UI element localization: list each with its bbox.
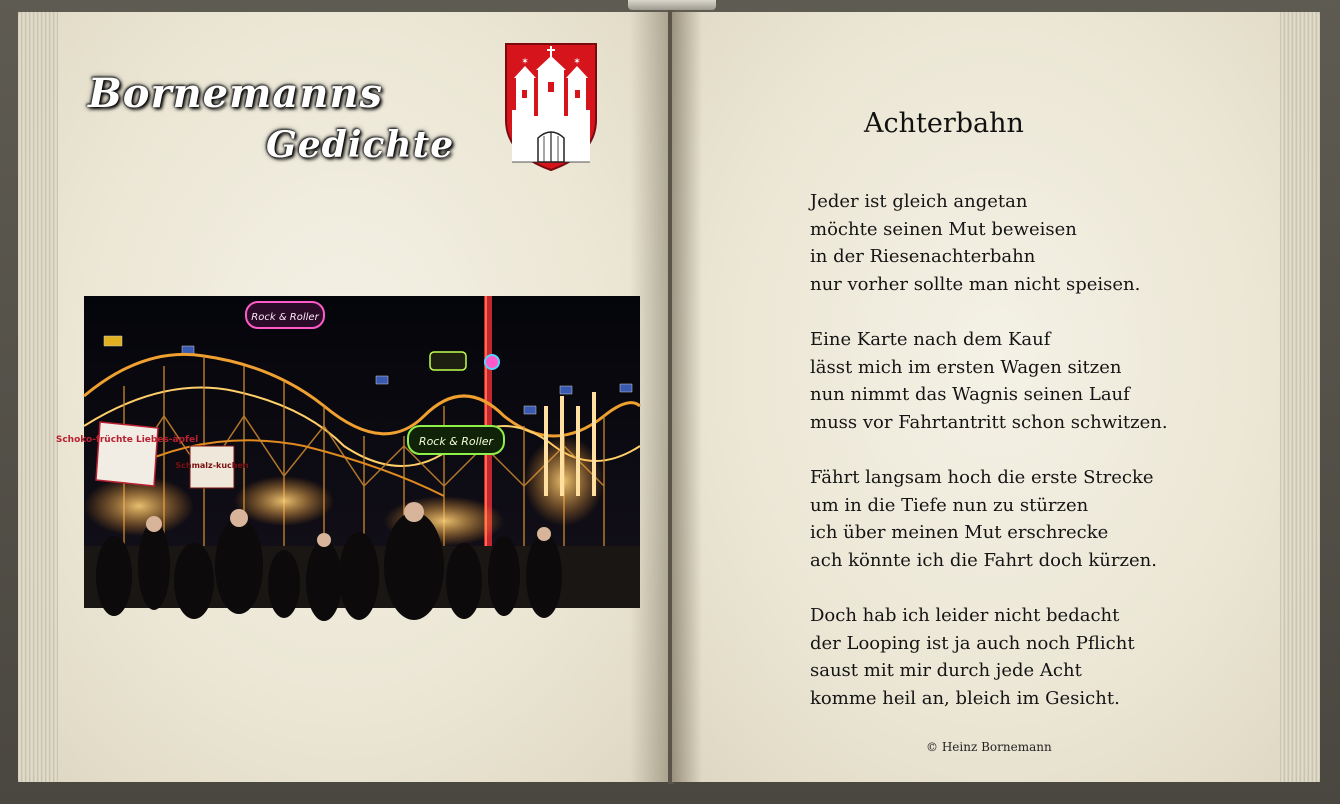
brand-title-line2: Gedichte <box>266 124 455 166</box>
poem-line: ach könnte ich die Fahrt doch kürzen. <box>810 549 1157 571</box>
poem-line: der Looping ist ja auch noch Pflicht <box>810 632 1135 654</box>
page-edges-right <box>1280 12 1320 782</box>
hamburg-coat-of-arms-icon <box>504 42 598 172</box>
fairground-roller-coaster-night-photo <box>55 296 640 608</box>
poem-line: ich über meinen Mut erschrecke <box>810 522 1109 543</box>
brand-title-line1: Bornemanns <box>88 70 384 117</box>
poem-stanza-2 <box>810 326 1280 436</box>
left-page <box>18 12 670 782</box>
poem-body <box>810 188 1280 740</box>
poem-line: komme heil an, bleich im Gesicht. <box>810 687 1120 709</box>
poem-line: Jeder ist gleich angetan <box>810 191 1028 212</box>
poem-line: um in die Tiefe nun zu stürzen <box>810 494 1089 516</box>
poem-title: Achterbahn <box>864 108 1024 139</box>
right-page <box>672 12 1320 782</box>
copyright-notice: © Heinz Bornemann <box>926 740 1052 754</box>
stall-sign-schmalz: Schmalz-kuchen <box>175 461 249 470</box>
book-clasp <box>628 0 716 10</box>
poem-stanza-1 <box>810 188 1280 298</box>
neon-sign-top: Rock & Roller <box>251 312 319 323</box>
poem-line: möchte seinen Mut beweisen <box>810 218 1077 240</box>
stall-sign-schoko: Schoko-früchte Liebes-äpfel <box>55 435 199 445</box>
poem-line: Doch hab ich leider nicht bedacht <box>810 605 1120 626</box>
gutter-shadow-right <box>672 12 702 782</box>
page-edges-left <box>18 12 58 782</box>
svg-text:✶: ✶ <box>521 57 529 67</box>
poem-line: nun nimmt das Wagnis seinen Lauf <box>810 384 1130 405</box>
poem-line: nur vorher sollte man nicht speisen. <box>810 273 1141 295</box>
poem-line: saust mit mir durch jede Acht <box>810 660 1082 681</box>
svg-text:✶: ✶ <box>573 57 581 67</box>
poem-line: lässt mich im ersten Wagen sitzen <box>810 356 1122 378</box>
poem-line: muss vor Fahrtantritt schon schwitzen. <box>810 411 1168 433</box>
neon-sign-middle: Rock & Roller <box>418 435 494 448</box>
poem-line: in der Riesenachterbahn <box>810 246 1036 267</box>
poem-stanza-4 <box>810 602 1280 712</box>
poem-line: Eine Karte nach dem Kauf <box>810 329 1051 350</box>
poem-stanza-3 <box>810 464 1280 574</box>
poem-line: Fährt langsam hoch die erste Strecke <box>810 467 1154 488</box>
